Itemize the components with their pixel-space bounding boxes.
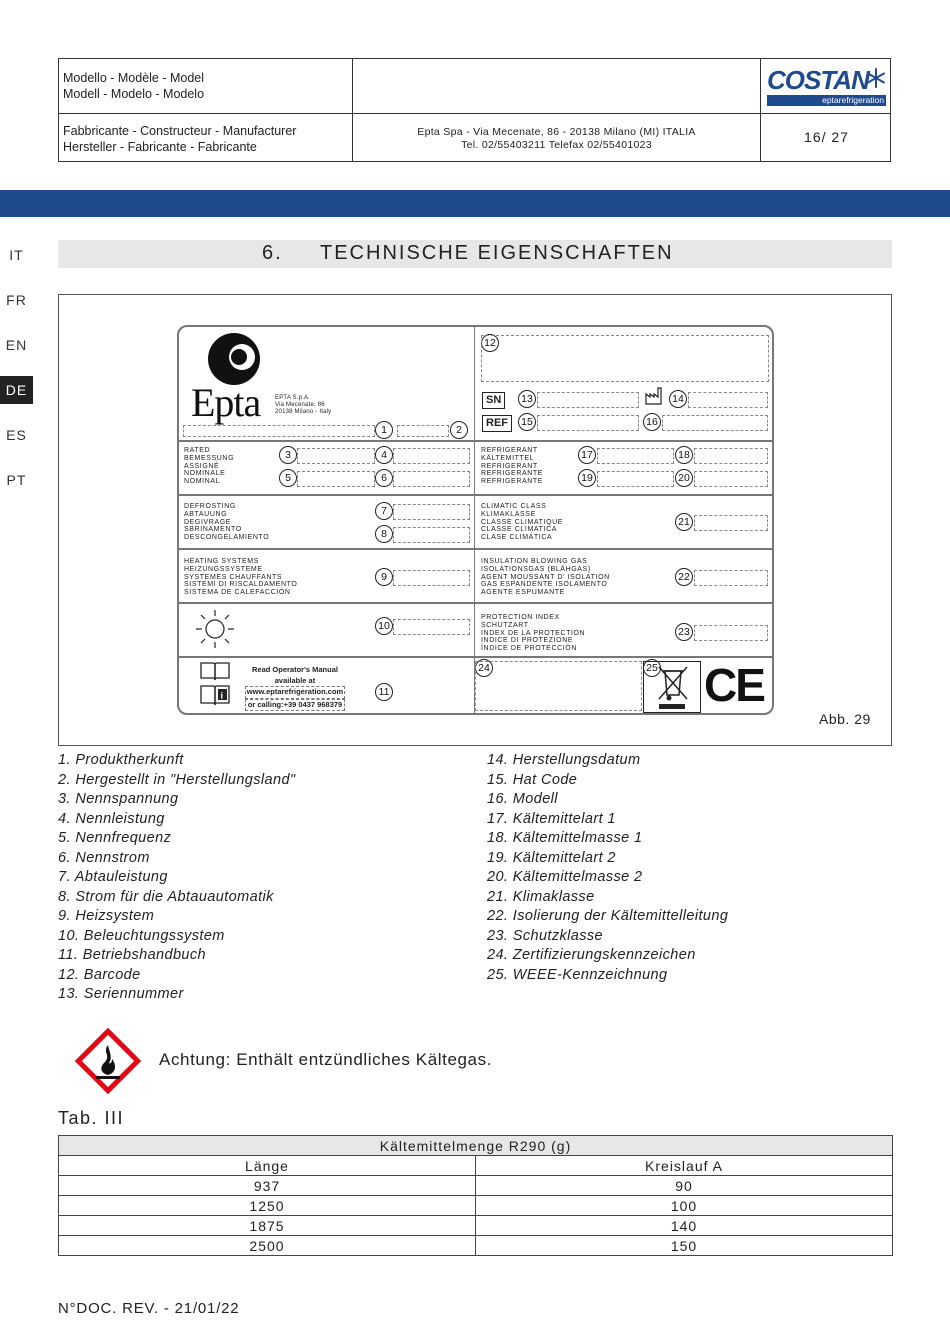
legend-item: 5. Nennfrequenz [58, 830, 172, 846]
refrigerant-label: REFRIGERANT KÄLTEMITTEL REFRIGERANT REFRIGERANTE REFRIGERANTE [481, 447, 544, 486]
legend-item: 11. Betriebshandbuch [58, 947, 207, 963]
legend-item: 19. Kältemittelart 2 [487, 849, 616, 866]
marker-5: 5 [279, 469, 297, 487]
marker-25: 25 [643, 659, 661, 677]
marker-14: 14 [669, 390, 687, 408]
marker-24: 24 [475, 659, 493, 677]
manufacturer-address: Epta Spa - Via Mecenate, 86 - 20138 Milano (MI) ITALIA Tel. 02/55403211 Telefax 02/55401023 [417, 126, 696, 151]
marker-19: 19 [578, 469, 596, 487]
legend-item: 18. Kältemittelmasse 1 [487, 830, 643, 846]
defrosting-label: DEFROSTING ABTAUUNG DEGIVRAGE SBRINAMENTO DESCONGELAMIENTO [184, 503, 270, 542]
legend-item: 16. Modell [487, 791, 558, 807]
legend-item: 6. Nennstrom [58, 849, 150, 866]
legend-right [487, 751, 728, 985]
legend-item: 1. Produktherkunft [58, 752, 184, 768]
marker-22: 22 [675, 568, 693, 586]
marker-3: 3 [279, 446, 297, 464]
flammable-warning-icon [72, 1025, 144, 1097]
refrigerant-charge-table [58, 1135, 893, 1256]
legend-item: 9. Heizsystem [58, 908, 155, 924]
document-footer: N°DOC. REV. - 21/01/22 [58, 1300, 240, 1317]
marker-2: 2 [450, 421, 468, 439]
lang-tab-it[interactable]: IT [9, 247, 24, 263]
marker-11: 11 [375, 683, 393, 701]
snowflake-icon [866, 68, 886, 88]
marker-1: 1 [375, 421, 393, 439]
marker-23: 23 [675, 623, 693, 641]
lang-tab-es[interactable]: ES [6, 427, 27, 443]
legend-item: 22. Isolierung der Kältemittelleitung [487, 908, 729, 924]
legend-item: 24. Zertifizierungskennzeichen [487, 947, 696, 963]
legend-item: 3. Nennspannung [58, 791, 179, 807]
legend-item: 15. Hat Code [487, 771, 578, 788]
table-caption: Kältemittelmenge R290 (g) [59, 1136, 893, 1156]
legend-item: 4. Nennleistung [58, 810, 165, 827]
marker-6: 6 [375, 469, 393, 487]
figure-caption: Abb. 29 [819, 711, 871, 727]
page-number: 16/ 27 [804, 129, 849, 145]
marker-21: 21 [675, 513, 693, 531]
marker-8: 8 [375, 525, 393, 543]
rating-plate [177, 325, 774, 715]
legend-item: 25. WEEE-Kennzeichnung [487, 966, 668, 983]
header-band [0, 190, 950, 217]
document-header [58, 58, 891, 162]
legend-item: 23. Schutzklasse [487, 927, 604, 944]
marker-20: 20 [675, 469, 693, 487]
epta-wordmark: Epta [191, 380, 261, 425]
marker-10: 10 [375, 617, 393, 635]
marker-4: 4 [375, 446, 393, 464]
rated-label: RATED BEMESSUNG ASSIGNÉ NOMINALE NOMINAL [184, 447, 235, 486]
ce-mark: CE [704, 659, 764, 711]
legend-item: 7. Abtauleistung [58, 869, 168, 885]
column-header: Länge [59, 1156, 476, 1176]
lang-tab-de[interactable]: DE [0, 376, 33, 404]
ref-label: REF [482, 415, 512, 432]
epta-address: EPTA S.p.A. Via Mecenate, 86 20138 Milano - Italy [275, 395, 332, 415]
marker-7: 7 [375, 502, 393, 520]
marker-18: 18 [675, 446, 693, 464]
legend-item: 17. Kältemittelart 1 [487, 810, 616, 827]
legend-item: 14. Herstellungsdatum [487, 752, 641, 768]
table-row: 1875 140 [59, 1216, 893, 1236]
marker-12: 12 [481, 334, 499, 352]
costan-logo: COSTAN eptarefrigeration [767, 65, 884, 105]
model-label: Modello - Modèle - Model Modell - Modelo - Modelo [63, 71, 205, 101]
marker-15: 15 [518, 413, 536, 431]
sn-label: SN [482, 392, 505, 409]
section-title: TECHNISCHE EIGENSCHAFTEN [320, 242, 674, 264]
table-row: 2500 150 [59, 1236, 893, 1256]
legend-item: 21. Klimaklasse [487, 888, 595, 905]
legend-item: 13. Seriennummer [58, 986, 184, 1002]
lang-tab-en[interactable]: EN [5, 337, 28, 353]
marker-17: 17 [578, 446, 596, 464]
marker-16: 16 [643, 413, 661, 431]
legend-item: 8. Strom für die Abtauautomatik [58, 888, 274, 905]
column-header: Kreislauf A [476, 1156, 893, 1176]
insulation-gas-label: INSULATION BLOWING GAS ISOLATIONSGAS (BLÄHGAS) AGENT MOUSSANT D' ISOLATION GAS ESPANDENTE ISOLAMENTO AGENTE ESPUMANTE [481, 558, 610, 597]
legend-item: 20. Kältemittelmasse 2 [487, 869, 643, 885]
table-row: 937 90 [59, 1176, 893, 1196]
marker-13: 13 [518, 390, 536, 408]
manual-notice: Read Operator's Manual available at www.eptarefrigeration.com or calling:+39 0437 968379 [245, 665, 345, 711]
legend-item: 2. Hergestellt in "Herstellungsland" [58, 771, 296, 788]
section-number: 6. [262, 242, 283, 264]
lang-tab-fr[interactable]: FR [6, 292, 27, 308]
climatic-class-label: CLIMATIC CLASS KLIMAKLASSE CLASSE CLIMATIQUE CLASSE CLIMATICA CLASE CLIMÁTICA [481, 503, 564, 542]
manufacturer-label: Fabbricante - Constructeur - Manufacturer Hersteller - Fabricante - Fabricante [63, 124, 297, 154]
manual-book-icon [199, 660, 231, 708]
warning-text: Achtung: Enthält entzündliches Kältegas. [159, 1050, 493, 1069]
legend-item: 12. Barcode [58, 966, 141, 983]
table-label: Tab. III [58, 1108, 125, 1128]
weee-bin-icon [643, 661, 701, 713]
marker-9: 9 [375, 568, 393, 586]
legend-item: 10. Beleuchtungssystem [58, 927, 225, 944]
heating-systems-label: HEATING SYSTEMS HEIZUNGSSYSTEME SYSTEMES CHAUFFANTS SISTEMI DI RISCALDAMENTO SISTEMA DE CALEFACCIÓN [184, 558, 298, 597]
light-bulb-icon [195, 608, 235, 650]
table-row: 1250 100 [59, 1196, 893, 1216]
protection-index-label: PROTECTION INDEX SCHUTZART INDEX DE LA PROTECTION INDICE DI PROTEZIONE ÍNDICE DE PROTECCIÓN [481, 614, 586, 653]
svg-text:i: i [220, 690, 224, 701]
factory-icon [645, 387, 665, 405]
lang-tab-pt[interactable]: PT [6, 472, 27, 488]
legend-left [58, 751, 295, 1005]
section-title-bar [58, 240, 892, 268]
